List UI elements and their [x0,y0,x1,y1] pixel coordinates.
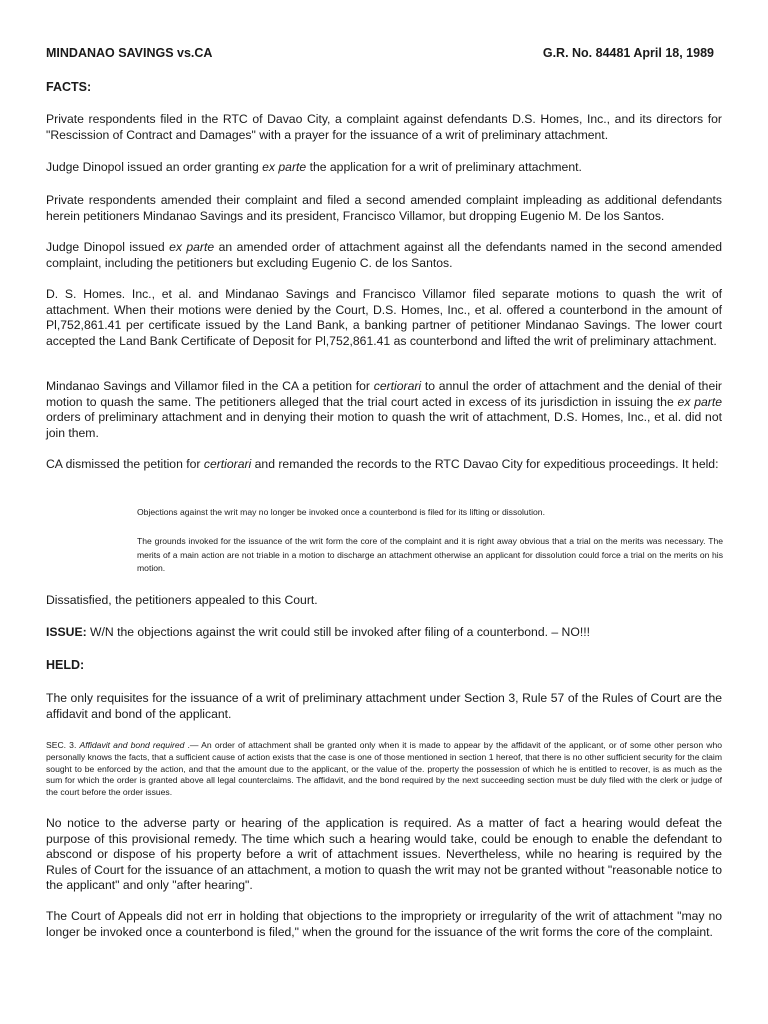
text-run: SEC. 3. [46,740,80,750]
section-3-quote [46,740,722,799]
italic-term: ex parte [169,240,215,254]
facts-paragraph [46,457,722,473]
italic-term: Affidavit and bond required [79,740,185,750]
text-run: orders of preliminary attachment and in denying their motion to quash the writ of attachment, D.S. Homes, Inc., et al. did not join them. [46,410,722,440]
text-run: The Court of Appeals did not err in holding that objections to the impropriety or irregularity of the writ of attachment "may no longer be invoked once a counterbond is filed," when the ground for the issuance of the writ forms the core of the complaint. [46,909,722,939]
text-run: .— An order of attachment shall be granted only when it is made to appear by the affidavit of the applicant, or of some other person who personally knows the facts, that a sufficient cause of action exists that the case is one of those mentioned in section 1 hereof, that there is no other sufficient security for the claim sought to be enforced by the action, and that the amount due to the applicant, or the value of the. property the possession of which he is entitled to recover, is as much as the sum for which the order is granted above all legal counterclaims. The affidavit, and the bond required by the next succeeding section must be duly filed with the clerk or judge of the court before the order issues. [46,740,723,798]
text-run: Private respondents filed in the RTC of Davao City, a complaint against defendants D.S. Homes, Inc., and its directors for "Rescission of Contract and Damages" with a prayer for the issuance of a writ of preliminary attachment. [46,112,722,142]
facts-paragraph [46,287,722,349]
text-run: an amended order of attachment against all the defendants named in the second amended complaint, including the petitioners but excluding Eugenio C. de los Santos. [46,240,722,270]
issue-label: ISSUE: [46,625,87,639]
appeal-paragraph: Dissatisfied, the petitioners appealed to this Court. [46,593,318,607]
issue-paragraph [46,625,722,641]
text-run: and remanded the records to the RTC Davao City for expeditious proceedings. It held: [251,457,719,471]
text-run: No notice to the adverse party or hearing of the application is required. As a matter of fact a hearing would defeat the purpose of this provisional remedy. The time which such a hearing would take, could be enough to enable the defendant to abscond or dispose of his property before a writ of attachment issues. Nevertheless, while no hearing is required by the Rules of Court for the issuance of an attachment, a motion to quash the writ may not be granted without "reasonable notice to the applicant" and only "after hearing". [46,816,722,893]
facts-paragraph [46,193,722,224]
text-run: Mindanao Savings and Villamor filed in the CA a petition for [46,379,374,393]
facts-heading: FACTS: [46,80,92,94]
text-run: the application for a writ of preliminary attachment. [306,160,582,174]
text-run: CA dismissed the petition for [46,457,204,471]
text-run: to annul the order of attachment and the denial of their motion to quash the same. The petitioners alleged that the trial court acted in excess of its jurisdiction in issuing the [46,379,722,409]
italic-term: certiorari [373,379,422,393]
facts-paragraph [46,160,722,176]
italic-term: ex parte [677,394,722,409]
text-run: Private respondents amended their complaint and filed a second amended complaint impleading as additional defendants herein petitioners Mindanao Savings and its president, Francisco Villamor, but dropping Eugenio M. De los Santos. [46,193,722,223]
facts-paragraph [46,240,722,271]
ca-holding-quote: The grounds invoked for the issuance of the writ form the core of the complaint and it is right away obvious that a trial on the merits was necessary. The merits of a main action are not triable in a motion to discharge an attachment otherwise an applicant for dissolution could force a trial on the merits on his motion. [137,536,723,574]
italic-term: ex parte [262,160,307,174]
text-run: The only requisites for the issuance of a writ of preliminary attachment under Section 3, Rule 57 of the Rules of Court are the affidavit and bond of the applicant. [46,691,722,721]
case-citation: G.R. No. 84481 April 18, 1989 [542,46,714,60]
facts-paragraph [46,379,722,441]
italic-term: certiorari [203,457,252,471]
held-heading: HELD: [46,658,85,672]
held-paragraph [46,816,722,894]
case-header [46,46,714,62]
issue-text: W/N the objections against the writ could still be invoked after filing of a counterbond. – NO!!! [86,625,590,639]
text-run: Judge Dinopol issued an order granting [46,160,263,174]
text-run: D. S. Homes. Inc., et al. and Mindanao Savings and Francisco Villamor filed separate motions to quash the writ of attachment. When their motions were denied by the Court, D.S. Homes, Inc., et al. offered a counterbond in the amount of Pl,752,861.41 per certificate issued by the Land Bank, a banking partner of petitioner Mindanao Savings. The lower court accepted the Land Bank Certificate of Deposit for Pl,752,861.41 as counterbond and lifted the writ of preliminary attachment. [46,287,722,348]
text-run: Judge Dinopol issued [46,240,170,254]
case-title: MINDANAO SAVINGS vs.CA [46,46,213,60]
held-paragraph [46,691,722,722]
facts-paragraph [46,112,722,143]
ca-holding-quote: Objections against the writ may no longer be invoked once a counterbond is filed for its lifting or dissolution. [137,507,545,517]
held-paragraph [46,909,722,940]
